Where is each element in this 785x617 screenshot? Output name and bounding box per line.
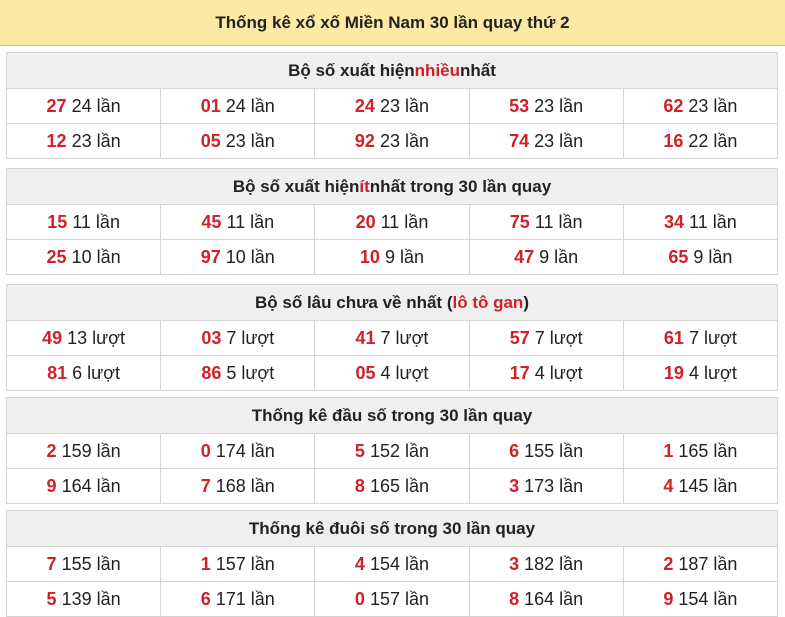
heading-text-end: )	[523, 292, 529, 312]
lottery-number: 12	[46, 130, 67, 151]
stat-cell	[623, 547, 777, 582]
stats-table	[6, 320, 778, 391]
section-heading	[6, 510, 778, 546]
lottery-number: 01	[200, 95, 221, 116]
lottery-number: 97	[200, 246, 221, 267]
stat-cell	[623, 582, 777, 617]
table-row	[7, 582, 778, 617]
occurrence-count: 23 lần	[225, 130, 275, 151]
stat-cell	[469, 240, 623, 275]
heading-highlight: ít	[359, 176, 370, 196]
heading-highlight: lô tô gan	[452, 292, 524, 312]
lottery-number: 20	[355, 211, 376, 232]
stat-cell	[623, 89, 777, 124]
occurrence-count: 11 lần	[226, 211, 275, 232]
occurrence-count: 159 lần	[61, 440, 121, 461]
stat-cell	[7, 434, 161, 469]
occurrence-count: 4 lượt	[534, 362, 583, 383]
stats-table	[6, 88, 778, 159]
lottery-number: 0	[354, 588, 365, 609]
occurrence-count: 7 lượt	[226, 327, 275, 348]
stat-cell	[7, 124, 161, 159]
stats-table	[6, 546, 778, 617]
stat-cell	[7, 582, 161, 617]
stat-cell	[7, 469, 161, 504]
stat-cell	[161, 547, 315, 582]
lottery-number: 8	[354, 475, 365, 496]
stat-cell	[161, 240, 315, 275]
table-row	[7, 547, 778, 582]
lottery-number: 61	[663, 327, 684, 348]
stat-cell	[623, 469, 777, 504]
table-row	[7, 89, 778, 124]
stat-cell	[315, 240, 469, 275]
occurrence-count: 168 lần	[215, 475, 275, 496]
stat-cell	[161, 356, 315, 391]
stat-cell	[469, 356, 623, 391]
stat-cell	[7, 240, 161, 275]
stat-cell	[161, 469, 315, 504]
stat-cell	[315, 89, 469, 124]
lottery-number: 8	[509, 588, 520, 609]
stat-cell	[7, 356, 161, 391]
lottery-number: 6	[200, 588, 211, 609]
lottery-number: 05	[355, 362, 376, 383]
occurrence-count: 171 lần	[215, 588, 275, 609]
section-heading	[6, 52, 778, 88]
occurrence-count: 23 lần	[688, 95, 738, 116]
lottery-number: 86	[201, 362, 222, 383]
lottery-number: 41	[355, 327, 376, 348]
stat-cell	[161, 89, 315, 124]
heading-text: Bộ số xuất hiện	[288, 60, 415, 80]
stats-section	[6, 397, 778, 504]
heading-text: Thống kê đầu số trong 30 lần quay	[251, 405, 533, 425]
table-row	[7, 321, 778, 356]
occurrence-count: 165 lần	[678, 440, 738, 461]
occurrence-count: 24 lần	[71, 95, 121, 116]
table-row	[7, 434, 778, 469]
occurrence-count: 182 lần	[524, 553, 584, 574]
lottery-number: 49	[42, 327, 63, 348]
stat-cell	[469, 434, 623, 469]
stat-cell	[623, 434, 777, 469]
lottery-number: 3	[509, 553, 520, 574]
occurrence-count: 9 lần	[693, 246, 733, 267]
occurrence-count: 139 lần	[61, 588, 121, 609]
stat-cell	[315, 434, 469, 469]
stat-cell	[7, 89, 161, 124]
occurrence-count: 9 lần	[384, 246, 424, 267]
section-heading	[6, 168, 778, 204]
occurrence-count: 164 lần	[61, 475, 121, 496]
lottery-number: 17	[509, 362, 530, 383]
heading-text: Bộ số xuất hiện	[232, 176, 360, 196]
table-row	[7, 240, 778, 275]
occurrence-count: 4 lượt	[688, 362, 737, 383]
lottery-number: 47	[514, 246, 535, 267]
stats-section	[6, 284, 778, 391]
lottery-number: 16	[663, 130, 684, 151]
occurrence-count: 173 lần	[524, 475, 584, 496]
occurrence-count: 5 lượt	[226, 362, 275, 383]
stat-cell	[7, 205, 161, 240]
lottery-number: 9	[663, 588, 674, 609]
stats-section	[6, 52, 778, 159]
occurrence-count: 23 lần	[534, 130, 584, 151]
lottery-number: 25	[46, 246, 67, 267]
lottery-number: 6	[509, 440, 520, 461]
occurrence-count: 152 lần	[369, 440, 429, 461]
occurrence-count: 23 lần	[534, 95, 584, 116]
occurrence-count: 165 lần	[369, 475, 429, 496]
lottery-number: 4	[663, 475, 674, 496]
occurrence-count: 10 lần	[71, 246, 121, 267]
occurrence-count: 7 lượt	[688, 327, 737, 348]
stat-cell	[623, 240, 777, 275]
lottery-number: 74	[509, 130, 530, 151]
stats-table	[6, 433, 778, 504]
stat-cell	[623, 321, 777, 356]
lottery-number: 1	[200, 553, 211, 574]
occurrence-count: 7 lượt	[534, 327, 583, 348]
stat-cell	[469, 89, 623, 124]
lottery-number: 53	[509, 95, 530, 116]
occurrence-count: 11 lần	[72, 211, 120, 232]
lottery-number: 65	[668, 246, 689, 267]
occurrence-count: 13 lượt	[67, 327, 126, 348]
lottery-number: 81	[47, 362, 68, 383]
stat-cell	[161, 434, 315, 469]
lottery-number: 7	[200, 475, 211, 496]
occurrence-count: 154 lần	[678, 588, 738, 609]
stat-cell	[623, 205, 777, 240]
lottery-number: 92	[354, 130, 375, 151]
lottery-number: 75	[509, 211, 530, 232]
lottery-number: 5	[354, 440, 365, 461]
occurrence-count: 23 lần	[379, 130, 429, 151]
lottery-number: 34	[664, 211, 685, 232]
stat-cell	[7, 547, 161, 582]
occurrence-count: 6 lượt	[72, 362, 121, 383]
stat-cell	[315, 356, 469, 391]
occurrence-count: 24 lần	[225, 95, 275, 116]
lottery-number: 2	[46, 440, 57, 461]
occurrence-count: 145 lần	[678, 475, 738, 496]
occurrence-count: 4 lượt	[380, 362, 429, 383]
table-row	[7, 356, 778, 391]
occurrence-count: 23 lần	[71, 130, 121, 151]
lottery-number: 15	[47, 211, 68, 232]
table-row	[7, 124, 778, 159]
page-title: Thống kê xổ xố Miền Nam 30 lần quay thứ 2	[0, 0, 785, 46]
stat-cell	[469, 582, 623, 617]
lottery-number: 45	[201, 211, 222, 232]
lottery-number: 10	[359, 246, 380, 267]
stat-cell	[315, 124, 469, 159]
heading-text-end: nhất trong 30 lần quay	[369, 176, 552, 196]
occurrence-count: 187 lần	[678, 553, 738, 574]
lottery-number: 1	[663, 440, 674, 461]
stat-cell	[161, 321, 315, 356]
occurrence-count: 155 lần	[61, 553, 121, 574]
lottery-number: 4	[354, 553, 365, 574]
occurrence-count: 22 lần	[688, 130, 738, 151]
stats-section	[6, 168, 778, 275]
stats-section	[6, 510, 778, 617]
occurrence-count: 10 lần	[225, 246, 275, 267]
lottery-number: 05	[200, 130, 221, 151]
stat-cell	[469, 321, 623, 356]
lottery-number: 0	[200, 440, 211, 461]
lottery-number: 27	[46, 95, 67, 116]
section-heading	[6, 397, 778, 433]
occurrence-count: 11 lần	[534, 211, 583, 232]
occurrence-count: 157 lần	[369, 588, 429, 609]
stat-cell	[469, 469, 623, 504]
stat-cell	[315, 469, 469, 504]
heading-highlight: nhiều	[414, 60, 461, 80]
occurrence-count: 23 lần	[379, 95, 429, 116]
occurrence-count: 11 lần	[380, 211, 429, 232]
lottery-number: 19	[663, 362, 684, 383]
occurrence-count: 164 lần	[524, 588, 584, 609]
lottery-number: 7	[46, 553, 57, 574]
stat-cell	[469, 205, 623, 240]
stat-cell	[469, 124, 623, 159]
section-heading	[6, 284, 778, 320]
stat-cell	[623, 356, 777, 391]
stat-cell	[315, 321, 469, 356]
heading-text-end: nhất	[460, 60, 496, 80]
lottery-number: 2	[663, 553, 674, 574]
lottery-number: 62	[663, 95, 684, 116]
lottery-number: 57	[509, 327, 530, 348]
lottery-number: 24	[354, 95, 375, 116]
table-row	[7, 469, 778, 504]
stats-table	[6, 204, 778, 275]
heading-text: Bộ số lâu chưa về nhất (	[255, 292, 453, 312]
lottery-number: 3	[509, 475, 520, 496]
stat-cell	[161, 124, 315, 159]
occurrence-count: 155 lần	[524, 440, 584, 461]
heading-text: Thống kê đuôi số trong 30 lần quay	[248, 518, 536, 538]
stat-cell	[315, 205, 469, 240]
occurrence-count: 11 lần	[689, 211, 737, 232]
stat-cell	[161, 205, 315, 240]
table-row	[7, 205, 778, 240]
occurrence-count: 174 lần	[215, 440, 275, 461]
stat-cell	[161, 582, 315, 617]
lottery-number: 5	[46, 588, 57, 609]
occurrence-count: 9 lần	[539, 246, 579, 267]
occurrence-count: 157 lần	[215, 553, 275, 574]
lottery-number: 03	[201, 327, 222, 348]
occurrence-count: 7 lượt	[380, 327, 429, 348]
stat-cell	[623, 124, 777, 159]
stat-cell	[469, 547, 623, 582]
occurrence-count: 154 lần	[369, 553, 429, 574]
stat-cell	[315, 582, 469, 617]
stat-cell	[7, 321, 161, 356]
lottery-number: 9	[46, 475, 57, 496]
stat-cell	[315, 547, 469, 582]
